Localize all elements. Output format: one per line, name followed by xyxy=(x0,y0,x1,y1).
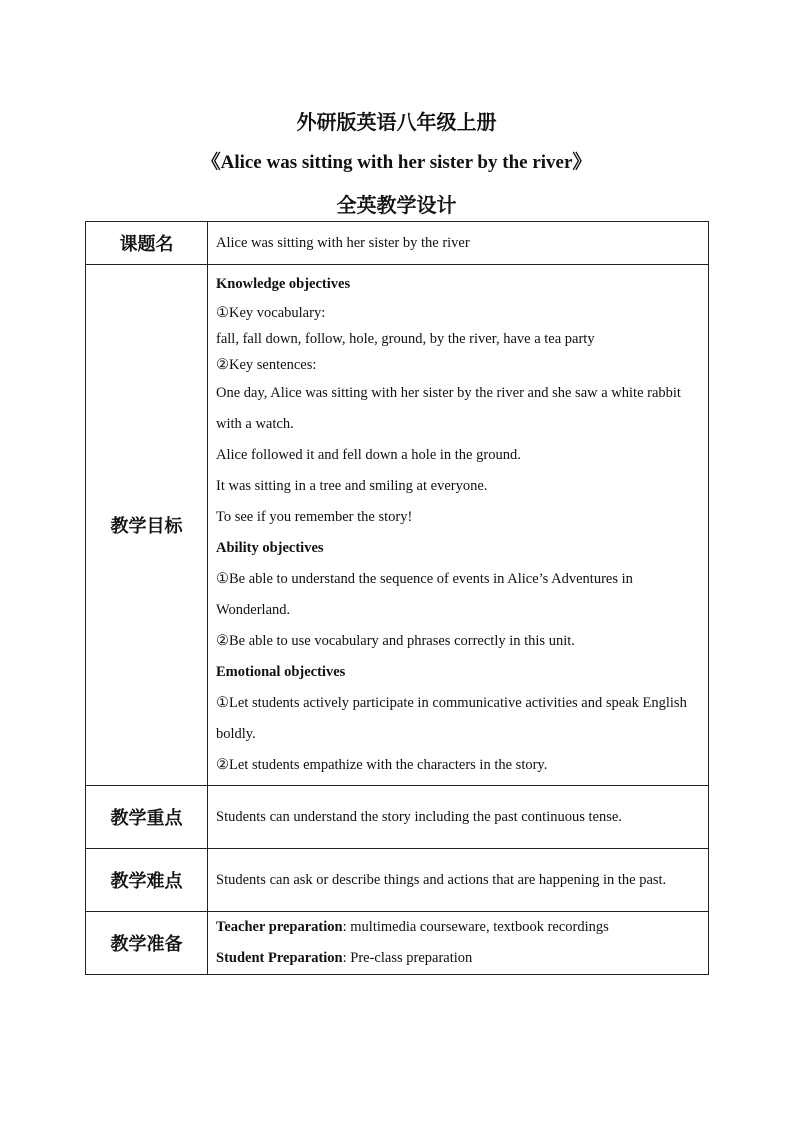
ability-objective-2: ②Be able to use vocabulary and phrases correctly in this unit. xyxy=(216,633,575,649)
table-row-course-name xyxy=(86,222,709,265)
key-points-label: 教学重点 xyxy=(86,786,208,849)
difficulties-value: Students can ask or describe things and actions that are happening in the past. xyxy=(208,849,709,912)
knowledge-objectives-heading: Knowledge objectives xyxy=(216,276,351,292)
key-sentence-1: One day, Alice was sitting with her sister by the river and she saw a white rabbit with a watch. xyxy=(216,385,681,432)
student-preparation-value: : Pre-class preparation xyxy=(342,950,473,966)
emotional-objective-1: ①Let students actively participate in communicative activities and speak English boldly. xyxy=(216,695,687,742)
table-row-key-points xyxy=(86,786,709,849)
key-sentence-4: To see if you remember the story! xyxy=(216,509,413,525)
table-row-difficulties xyxy=(86,849,709,912)
key-sentences-title: ②Key sentences: xyxy=(216,357,317,373)
teacher-preparation-value: : multimedia courseware, textbook recordings xyxy=(342,919,609,935)
lesson-title: 《Alice was sitting with her sister by the river》 xyxy=(201,152,592,173)
student-preparation xyxy=(216,943,700,974)
key-points-value: Students can understand the story including the past continuous tense. xyxy=(208,786,709,849)
ability-objective-1: ①Be able to understand the sequence of events in Alice’s Adventures in Wonderland. xyxy=(216,571,633,618)
emotional-objectives-heading: Emotional objectives xyxy=(216,664,346,680)
objectives-content xyxy=(208,265,709,786)
course-name-value: Alice was sitting with her sister by the river xyxy=(208,222,709,265)
objectives-label: 教学目标 xyxy=(86,265,208,786)
document-subtitle: 全英教学设计 xyxy=(336,193,457,217)
preparation-content xyxy=(208,912,709,975)
key-sentence-3: It was sitting in a tree and smiling at everyone. xyxy=(216,478,488,494)
key-vocabulary-list: fall, fall down, follow, hole, ground, by the river, have a tea party xyxy=(216,331,595,347)
teacher-preparation xyxy=(216,912,700,943)
difficulties-label: 教学难点 xyxy=(86,849,208,912)
course-name-label: 课题名 xyxy=(86,222,208,265)
table-row-preparation xyxy=(86,912,709,975)
document-title: 外研版英语八年级上册 xyxy=(296,110,497,134)
lesson-plan-table xyxy=(85,221,709,975)
table-row-objectives xyxy=(86,265,709,786)
student-preparation-label: Student Preparation xyxy=(216,950,343,966)
key-vocabulary-title: ①Key vocabulary: xyxy=(216,305,326,321)
emotional-objective-2: ②Let students empathize with the characters in the story. xyxy=(216,757,548,773)
key-sentence-2: Alice followed it and fell down a hole in the ground. xyxy=(216,447,521,463)
teacher-preparation-label: Teacher preparation xyxy=(216,919,343,935)
ability-objectives-heading: Ability objectives xyxy=(216,540,324,556)
preparation-label: 教学准备 xyxy=(86,912,208,975)
